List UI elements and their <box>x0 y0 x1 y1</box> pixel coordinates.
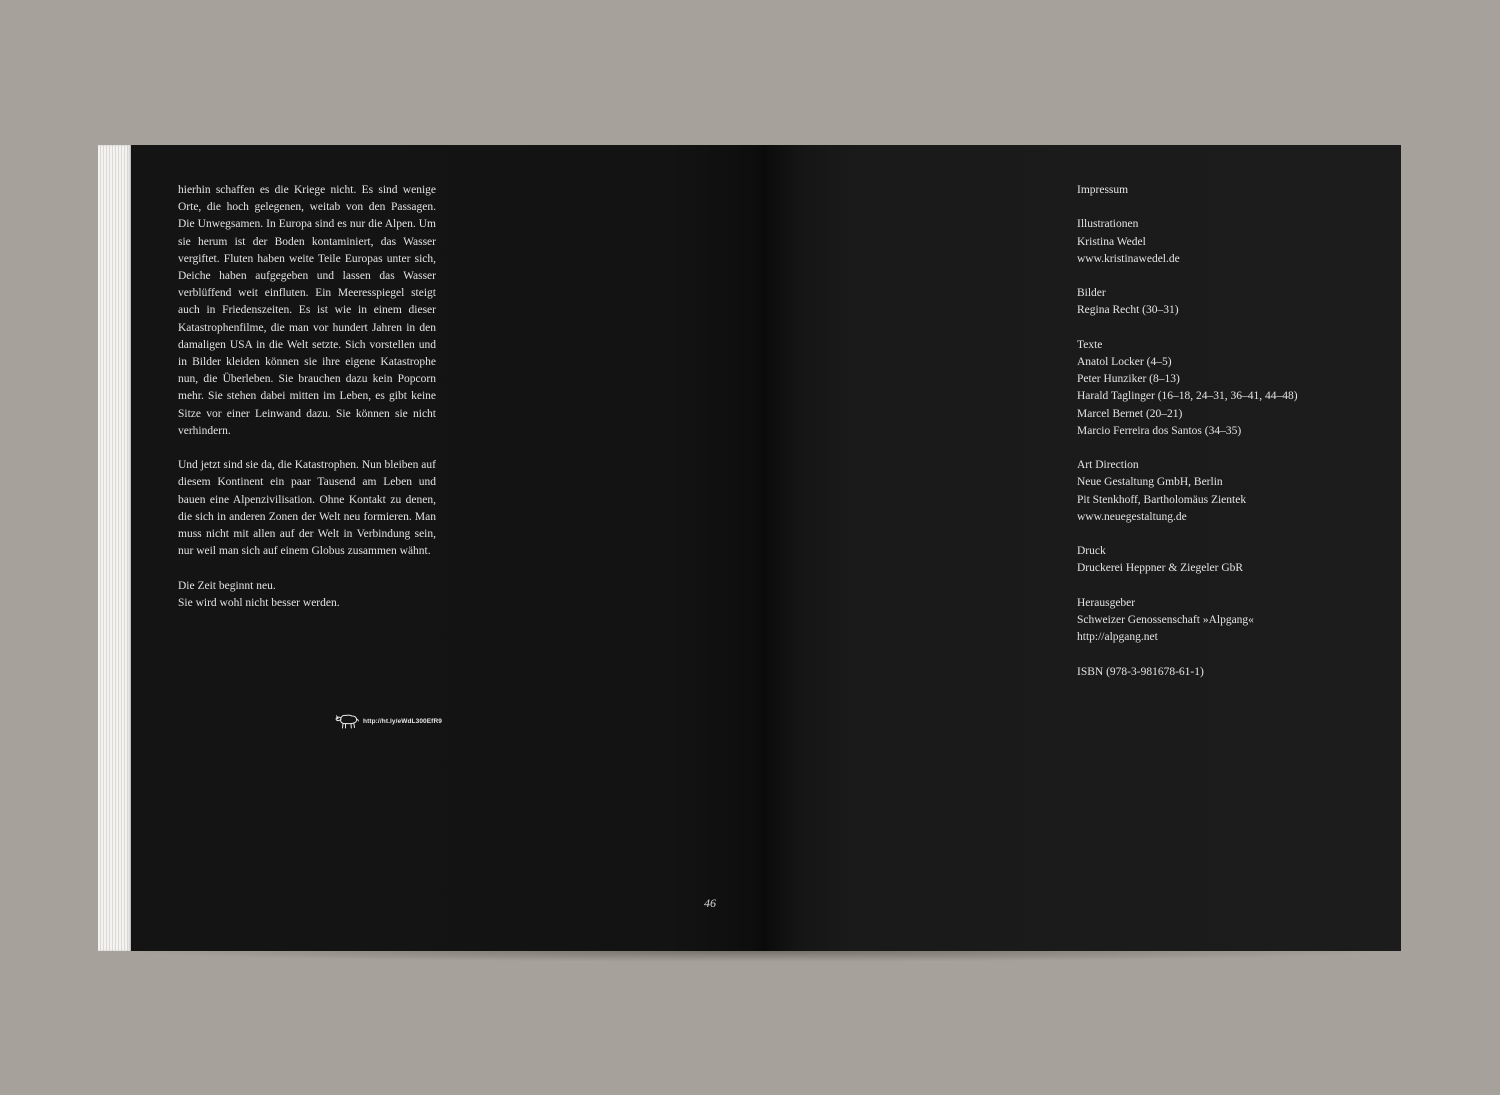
section-bilder <box>1077 285 1377 319</box>
isbn-block <box>1077 664 1377 681</box>
left-page <box>131 145 767 951</box>
right-page <box>767 145 1401 951</box>
section-heading: Druck <box>1077 545 1106 558</box>
impressum <box>1077 182 1377 698</box>
section-heading: Illustrationen <box>1077 218 1139 231</box>
page-edges <box>98 145 131 951</box>
impressum-title: Impressum <box>1077 184 1129 196</box>
credit-line: Peter Hunziker (8–13) <box>1077 373 1180 386</box>
section-heading: Herausgeber <box>1077 596 1136 609</box>
credit-line: Neue Gestaltung GmbH, Berlin <box>1077 476 1223 489</box>
section-art-direction <box>1077 457 1377 526</box>
section-heading: Texte <box>1077 338 1103 351</box>
section-druck <box>1077 543 1377 577</box>
credit-line: Regina Recht (30–31) <box>1077 304 1179 317</box>
credit-line: Druckerei Heppner & Ziegeler GbR <box>1077 562 1244 575</box>
section-heading: Bilder <box>1077 287 1106 300</box>
section-heading: Art Direction <box>1077 459 1139 472</box>
short-link[interactable] <box>334 710 442 732</box>
credit-line: Kristina Wedel <box>1077 235 1146 248</box>
credit-url[interactable]: www.kristinawedel.de <box>1077 252 1180 265</box>
section-illustrationen <box>1077 216 1377 268</box>
page-number: 46 <box>704 896 716 910</box>
credit-line: Schweizer Genossenschaft »Alpgang« <box>1077 613 1254 626</box>
short-link-url[interactable]: http://ht.ly/eWdL300EfR9 <box>363 717 442 725</box>
body-text <box>178 182 436 629</box>
closing-paragraph <box>178 578 436 612</box>
impressum-title-block <box>1077 182 1377 199</box>
paragraph-1: hierhin schaffen es die Kriege nicht. Es sind wenige Orte, die hoch gelegenen, weitab von den Passagen. Die Unwegsamen. In Europa sind es nur die Alpen. Um sie herum ist der Boden kontaminiert, das Wasser vergiftet. Fluten haben weite Teile Europas unter sich, Deiche haben aufgegeben und lassen das Wasser verblüffend weit einfluten. Ein Meeresspiegel steigt auch in Friedenszeiten. Es ist wie in einem dieser Katastrophenfilme, die man vor hundert Jahren in den damaligen USA in die Welt setzte. Sich vorstellen und in Bilder kleiden können sie ihre eigene Katastrophe nun, die Überleben. Sie brauchen dazu kein Popcorn mehr. Sie stehen dabei mitten im Leben, es gibt keine Sitze vor einer Leinwand dazu. Sie können sie nicht verhindern. <box>178 184 436 437</box>
paragraph-2: Und jetzt sind sie da, die Katastrophen. Nun bleiben auf diesem Kontinent ein paar Tausend am Leben und bauen eine Alpenzivilisation. Ohne Kontakt zu denen, die sich in anderen Zonen der Welt neu formieren. Man muss nicht mit allen auf der Welt in Verbindung sein, nur weil man sich auf einem Globus zusammen wähnt. <box>178 459 436 558</box>
closing-line-1: Die Zeit beginnt neu. <box>178 579 276 592</box>
isbn: ISBN (978-3-981678-61-1) <box>1077 665 1204 678</box>
credit-line: Pit Stenkhoff, Bartholomäus Zientek <box>1077 493 1247 506</box>
credit-line: Anatol Locker (4–5) <box>1077 355 1172 368</box>
sheep-icon <box>334 711 360 731</box>
section-texte <box>1077 337 1377 440</box>
credit-line: Harald Taglinger (16–18, 24–31, 36–41, 44–48) <box>1077 390 1298 403</box>
credit-line: Marcel Bernet (20–21) <box>1077 407 1183 420</box>
closing-line-2: Sie wird wohl nicht besser werden. <box>178 596 340 609</box>
credit-url[interactable]: http://alpgang.net <box>1077 631 1158 644</box>
credit-url[interactable]: www.neuegestaltung.de <box>1077 510 1187 523</box>
section-herausgeber <box>1077 595 1377 647</box>
credit-line: Marcio Ferreira dos Santos (34–35) <box>1077 424 1242 437</box>
